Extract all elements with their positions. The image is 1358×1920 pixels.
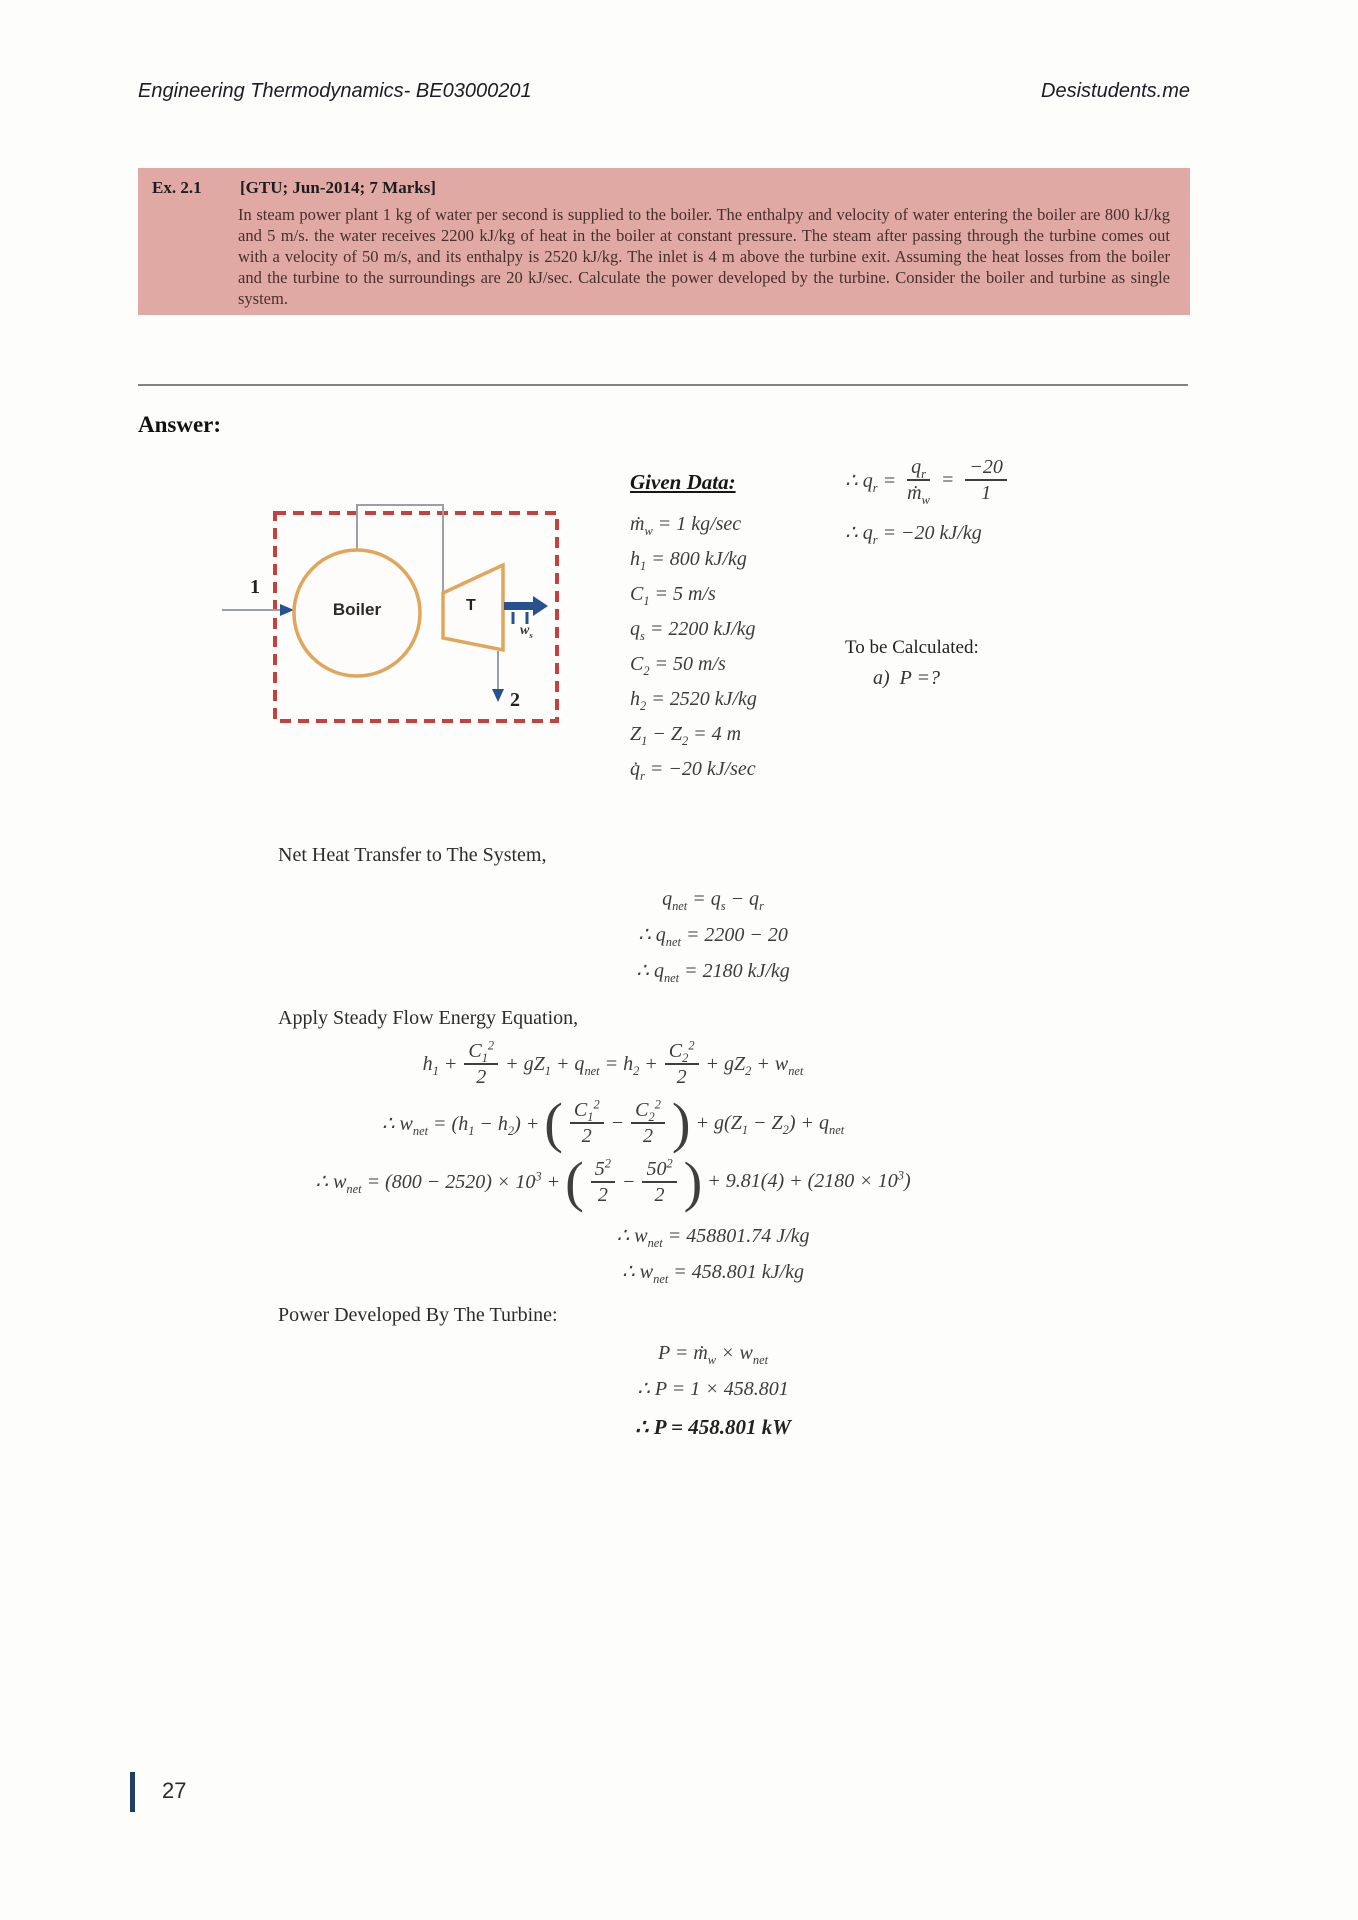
wnet-result-j: ∴ $w_{net} = 458801.74$ J/kg: [616, 1225, 810, 1251]
turbine-label: T: [466, 597, 476, 614]
step1-label: Net Heat Transfer to The System,: [278, 844, 547, 866]
given-item-h1: $h_1 = 800$ kJ/kg: [630, 548, 747, 573]
qr-result: ∴ $q_r = -20$ kJ/kg: [845, 522, 982, 547]
header-site-name: Desistudents.me: [1041, 80, 1190, 102]
given-item-elevation: $Z_1 - Z_2 = 4$ m: [630, 723, 742, 748]
qr-fraction-symbolic: $\frac{q_r}{ṁ_w}$: [907, 455, 930, 507]
qr-and-target-column: [845, 448, 1175, 690]
qr-fraction-numeric: $\frac{-20}{1}$: [963, 456, 1009, 505]
to-be-calculated-item: a) P =?: [873, 667, 941, 689]
header-course-title: Engineering Thermodynamics- BE03000201: [138, 80, 532, 102]
work-arrow-head-icon: [533, 596, 548, 616]
given-item-c1: $C_1 = 5$ m/s: [630, 583, 716, 608]
left-paren: (: [544, 1092, 563, 1155]
right-paren: ): [671, 1092, 691, 1155]
left-paren: (: [565, 1150, 584, 1213]
power-final-result: ∴ P = 458.801 kW: [635, 1415, 791, 1440]
qr-derivation-equation: [845, 448, 1175, 512]
given-item-h2: $h_2 = 2520$ kJ/kg: [630, 688, 757, 713]
power-equation-symbolic: P = ṁ$_w$ × $w_{net}$: [657, 1342, 769, 1368]
given-data-section: [630, 470, 757, 787]
problem-header: [152, 178, 1178, 198]
qnet-equation-substituted: ∴ $q_{net} = 2200 - 20$: [638, 924, 788, 949]
system-diagram: [200, 465, 590, 765]
outlet-state-label: 2: [510, 689, 520, 711]
given-item-c2: $C_2 = 50$ m/s: [630, 653, 726, 678]
wnet-numeric-equation: ∴ $w_{net} = (800 - 2520) \times 10^3$ + ( $\frac{5^2}{2}$ − $\frac{50^2}{2}$ ) + $9.81(4) + (2180 \times 10^3)$: [315, 1150, 911, 1213]
power-equation-substituted: ∴ P = 1 × 458.801: [637, 1378, 789, 1401]
right-paren: ): [683, 1150, 703, 1213]
solution-section: [138, 830, 1190, 1447]
sfee-fraction-2: $\frac{C_2^2}{2}$: [663, 1040, 701, 1089]
problem-box: [138, 168, 1190, 315]
qr-eq-equals: =: [940, 468, 955, 491]
given-data-heading: Given Data:: [630, 470, 736, 494]
step2-label: Apply Steady Flow Energy Equation,: [278, 1007, 579, 1029]
example-number: Ex. 2.1: [152, 178, 202, 197]
qnet-equation-symbolic: $q_{net} = q_s - q_r$: [662, 888, 764, 913]
step3-label: Power Developed By The Turbine:: [278, 1304, 558, 1327]
wnet-symbolic-equation: ∴ $w_{net} = (h_1 - h_2)$ + ( $\frac{C_1^2}{2}$ − $\frac{C_2^2}{2}$ ) + $g(Z_1 - Z_2) + q_{net}$: [381, 1092, 845, 1155]
qr-eq-lead: ∴ $q_r$ =: [845, 469, 897, 495]
problem-text: In steam power plant 1 kg of water per second is supplied to the boiler. The enthalpy and velocity of water entering the boiler are 800 kJ/kg and 5 m/s. the water receives 2200 kJ/kg of heat in the boiler at constant pressure. The steam after passing through the turbine comes out with a velocity of 50 m/s, and its enthalpy is 2520 kJ/kg. The inlet is 4 m above the turbine exit. Assuming the heat losses from the boiler and the turbine to the surroundings are 20 kJ/sec. Calculate the power developed by the turbine. Consider the boiler and turbine as single system.: [238, 205, 1170, 308]
sfee-fraction-1: $\frac{C_1^2}{2}$: [462, 1040, 500, 1089]
page-number-bar: [130, 1772, 135, 1812]
answer-heading: Answer:: [138, 412, 222, 437]
wnet-result-kj: ∴ $w_{net} = 458.801$ kJ/kg: [622, 1261, 804, 1287]
sfee-equation: $h_1$ + $\frac{C_1^2}{2}$ + $gZ_1 + q_{net} = h_2$ + $\frac{C_2^2}{2}$ + $gZ_2 + w_{net}$: [422, 1038, 804, 1089]
exam-source-tag: [GTU; Jun-2014; 7 Marks]: [240, 178, 436, 197]
qnet-result: ∴ $q_{net} = 2180$ kJ/kg: [636, 960, 790, 985]
to-be-calculated-heading: To be Calculated:: [845, 637, 979, 658]
boiler-label: Boiler: [332, 600, 382, 619]
page-number: 27: [162, 1778, 187, 1803]
outlet-arrow-icon: [492, 689, 504, 702]
answer-figure: [0, 440, 1358, 830]
inlet-arrow-icon: [280, 604, 294, 616]
given-item-qr: $q̇_r = -20$ kJ/sec: [630, 758, 756, 783]
given-item-mass-flow: ṁ$_w$ = 1 kg/sec: [630, 513, 742, 538]
section-divider: [138, 384, 1188, 386]
given-item-qs: $q_s = 2200$ kJ/kg: [630, 618, 756, 643]
work-output-label: $w_s$: [520, 623, 533, 640]
inlet-state-label: 1: [250, 576, 260, 598]
